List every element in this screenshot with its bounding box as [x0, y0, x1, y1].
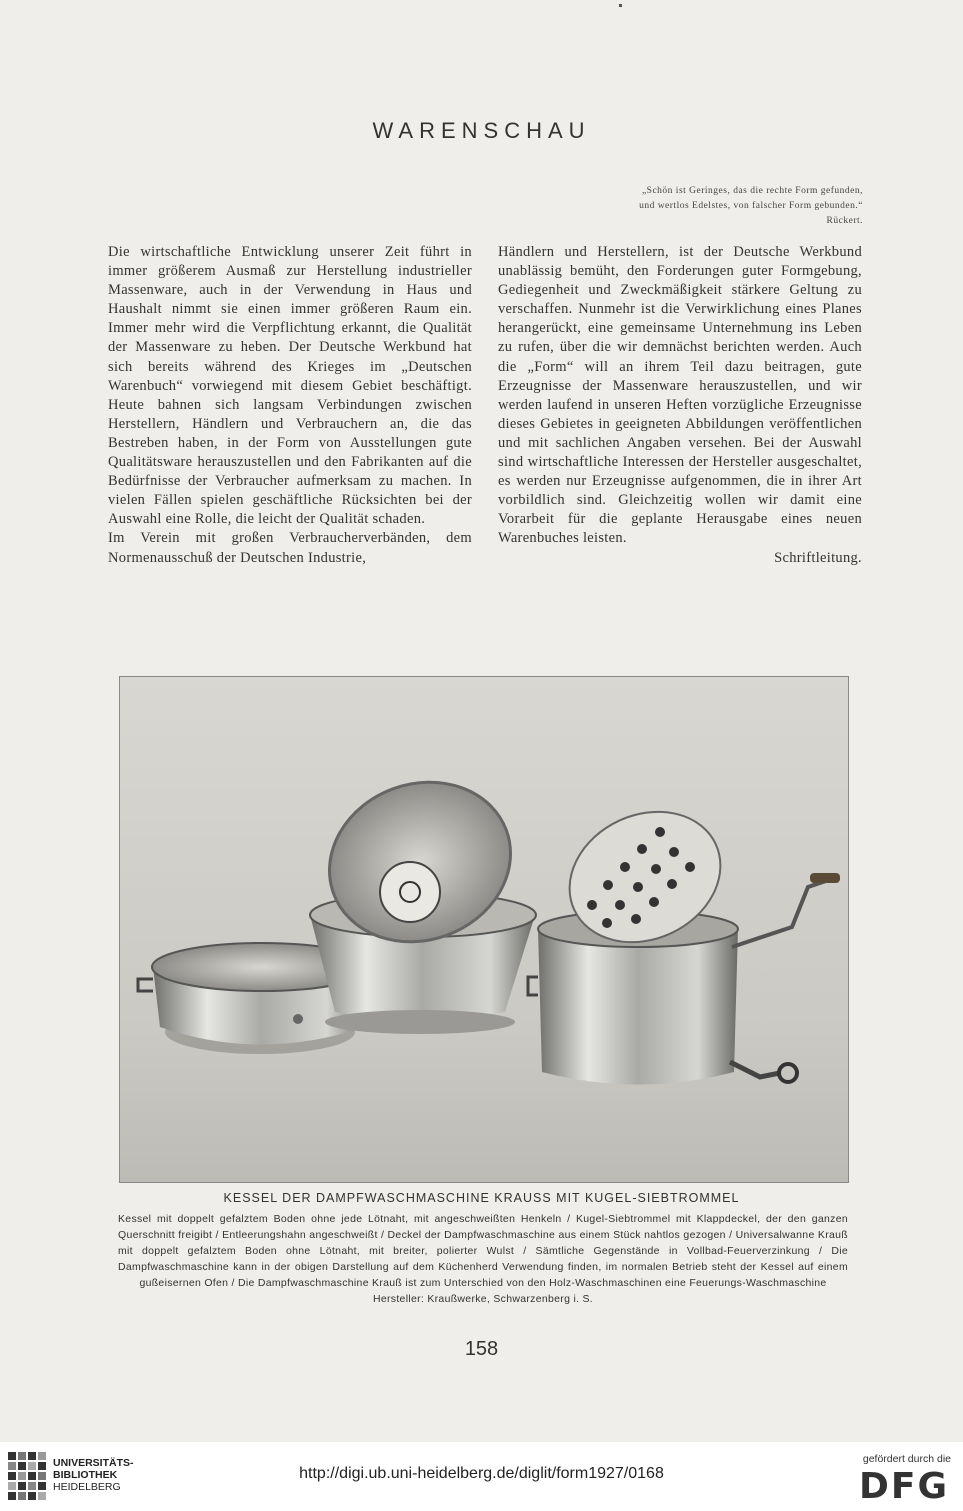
dfg-logo: DFG — [858, 1466, 949, 1507]
paragraph: Im Verein mit großen Verbraucherverbänden, dem Normenausschuß der Deutschen Industrie, — [108, 530, 472, 566]
motto-line: und wertlos Edelstes, von falscher Form gebunden.“ — [639, 201, 863, 211]
signature: Schriftleitung. — [774, 549, 862, 566]
scan-mark — [619, 4, 622, 7]
document-url-link[interactable]: http://digi.ub.uni-heidelberg.de/diglit/form1927/0168 — [299, 1465, 664, 1482]
caption-text — [118, 1211, 848, 1307]
paragraph: Händlern und Herstellern, ist der Deutsche Werkbund unablässig bemüht, den Forderungen guter Formgebung, Gediegenheit und Zweckmäßigkeit stärkere Geltung zu verschaffen. Nunmehr ist die Verwirklichung eines Planes herangerückt, eine gemeinsame Unternehmung ins Leben zu rufen, über die wir demnächst berichten werden. Auch die „Form“ will an ihrem Teil dazu beitragen, gute Erzeugnisse der Massenware herauszustellen, und wir werden laufend in unseren Heften vorzügliche Erzeugnisse dieses Gebietes in geeigneten Abbildungen veröffentlichen und mit sachlichen Angaben versehen. Bei der Auswahl sind wirtschaftliche Interessen der Hersteller ausgeschaltet, es werden nur Erzeugnisse aufgenommen, die in ihrer Art vorbildlich sind. Gleichzeitig wollen wir damit eine Vorarbeit für die geplante Herausgabe eines neuen Warenbuches leisten. — [498, 244, 862, 547]
library-line: BIBLIOTHEK — [53, 1469, 118, 1481]
motto-author: Rückert. — [826, 216, 863, 226]
product-photo — [119, 676, 849, 1183]
funded-by-label: gefördert durch die — [862, 1453, 951, 1465]
page-title: WARENSCHAU — [372, 118, 591, 143]
paragraph: Die wirtschaftliche Entwicklung unserer Zeit führt in immer größerem Ausmaß zur Herstellung industrieller Massenware, auch in der Verwendung in Haus und Haushalt nimmt sie einen immer größeren Raum ein. Immer mehr wird die Verpflichtung erkannt, die Qualität der Massenware zu heben. Der Deutsche Werkbund hat sich bereits während des Krieges im „Deutschen Warenbuch“ vorwiegend mit diesem Gebiet beschäftigt. Heute bahnen sich langsam Verbindungen zwischen Herstellern, Händlern und Verbrauchern an, die das Bestreben haben, in der Form von Ausstellungen gute Qualitätsware herauszustellen und den Fabrikanten auf die Bedürfnisse der Verbraucher aufmerksam zu machen. In vielen Fällen spielen geschäftliche Rücksichten bei der Auswahl eine Rolle, die leicht der Qualität schaden. — [108, 244, 472, 528]
kettle-photo-illustration — [120, 677, 848, 1182]
library-line: UNIVERSITÄTS- — [53, 1457, 134, 1469]
left-text-column — [108, 243, 472, 568]
motto-quote — [523, 184, 863, 229]
viewer-footer — [0, 1442, 963, 1511]
library-line: HEIDELBERG — [53, 1481, 121, 1493]
motto-line: „Schön ist Geringes, das die rechte Form gefunden, — [641, 186, 863, 196]
caption-title: KESSEL DER DAMPFWASCHMASCHINE KRAUSS MIT KUGEL-SIEBTROMMEL — [223, 1191, 740, 1205]
caption-maker: Hersteller: Kraußwerke, Schwarzenberg i. S. — [372, 1293, 594, 1305]
page-number: 158 — [464, 1338, 499, 1360]
right-text-column — [498, 243, 862, 568]
caption-body: Kessel mit doppelt gefalztem Boden ohne jede Lötnaht, mit angeschweißten Henkeln / Kugel-Siebtrommel mit Klappdeckel, der den ganzen Querschnitt freigibt / Entleerungshahn angeschweißt / Deckel der Dampfwaschmaschine aus einem Stück nahtlos gezogen / Universalwanne Krauß mit doppelt gefalztem Boden ohne Lötnaht, mit breiter, polierter Wulst / Sämtliche Gegenstände in Vollbad-Feuerverzinkung / Die Dampfwaschmaschine kann in der obigen Darstellung auf dem Küchenherd Verwendung finden, im normalen Betrieb steht der Kessel auf einem gußeisernen Ofen / Die Dampfwaschmaschine Krauß ist zum Unterschied von den Holz-Waschmaschinen eine Feuerungs-Waschmaschine — [118, 1213, 848, 1289]
